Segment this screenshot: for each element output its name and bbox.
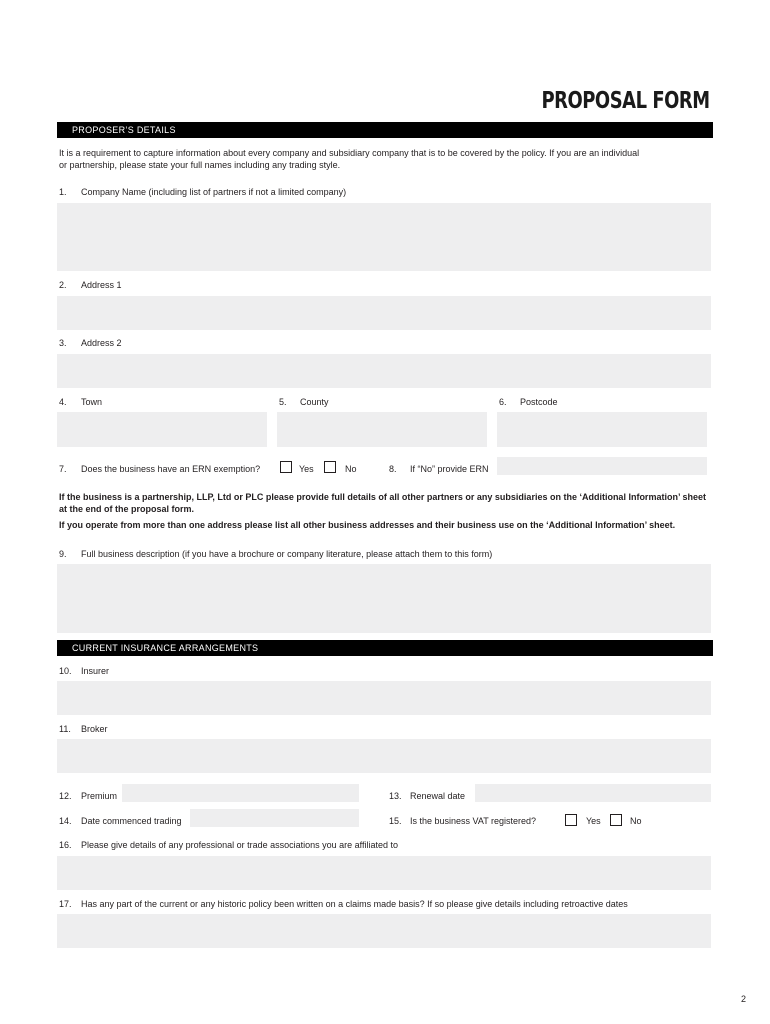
address-2-field[interactable] bbox=[57, 354, 711, 388]
broker-field[interactable] bbox=[57, 739, 711, 773]
insurer-field[interactable] bbox=[57, 681, 711, 715]
q15-number: 15. bbox=[389, 816, 402, 826]
q8-number: 8. bbox=[389, 464, 397, 474]
q17-label: Has any part of the current or any historic policy been written on a claims made basis? If so please give details including retroactive dates bbox=[81, 899, 628, 909]
q17-number: 17. bbox=[59, 899, 72, 909]
ern-yes-checkbox[interactable] bbox=[280, 461, 292, 473]
company-name-field[interactable] bbox=[57, 203, 711, 271]
q4-number: 4. bbox=[59, 397, 67, 407]
vat-no-label: No bbox=[630, 816, 642, 826]
q2-number: 2. bbox=[59, 280, 67, 290]
ern-no-label: No bbox=[345, 464, 357, 474]
address-1-field[interactable] bbox=[57, 296, 711, 330]
ern-yes-label: Yes bbox=[299, 464, 314, 474]
vat-yes-label: Yes bbox=[586, 816, 601, 826]
vat-yes-checkbox[interactable] bbox=[565, 814, 577, 826]
q9-label: Full business description (if you have a brochure or company literature, please attach them to this form) bbox=[81, 549, 493, 559]
q7-label: Does the business have an ERN exemption? bbox=[81, 464, 261, 474]
vat-no-checkbox[interactable] bbox=[610, 814, 622, 826]
q13-number: 13. bbox=[389, 791, 402, 801]
q5-label: County bbox=[300, 397, 329, 407]
q16-label: Please give details of any professional or trade associations you are affiliated to bbox=[81, 840, 399, 850]
q9-number: 9. bbox=[59, 549, 67, 559]
q3-label: Address 2 bbox=[81, 338, 122, 348]
trade-associations-field[interactable] bbox=[57, 856, 711, 890]
q11-label: Broker bbox=[81, 724, 108, 734]
q6-number: 6. bbox=[499, 397, 507, 407]
q12-number: 12. bbox=[59, 791, 72, 801]
q4-label: Town bbox=[81, 397, 103, 407]
q1-number: 1. bbox=[59, 187, 67, 197]
postcode-field[interactable] bbox=[497, 412, 707, 447]
q13-label: Renewal date bbox=[410, 791, 466, 801]
intro-line-1: It is a requirement to capture information about every company and subsidiary company that is to be covered by the policy. If you are an individual bbox=[59, 148, 640, 158]
q15-label: Is the business VAT registered? bbox=[410, 816, 537, 826]
q7-number: 7. bbox=[59, 464, 67, 474]
page-number: 2 bbox=[741, 994, 747, 1004]
ern-field[interactable] bbox=[497, 457, 707, 475]
q10-label: Insurer bbox=[81, 666, 110, 676]
q12-label: Premium bbox=[81, 791, 118, 801]
renewal-date-field[interactable] bbox=[475, 784, 711, 802]
q14-number: 14. bbox=[59, 816, 72, 826]
section-header-insurance: CURRENT INSURANCE ARRANGEMENTS bbox=[57, 640, 713, 656]
note-partnership-line-1: If the business is a partnership, LLP, Ltd or PLC please provide full details of all other partners or any subsidiaries on the ‘Additional Information’ sheet bbox=[59, 492, 706, 502]
intro-line-2: or partnership, please state your full names including any trading style. bbox=[59, 160, 341, 170]
q6-label: Postcode bbox=[520, 397, 558, 407]
section-header-proposer: PROPOSER’S DETAILS bbox=[57, 122, 713, 138]
county-field[interactable] bbox=[277, 412, 487, 447]
q16-number: 16. bbox=[59, 840, 72, 850]
ern-no-checkbox[interactable] bbox=[324, 461, 336, 473]
q5-number: 5. bbox=[279, 397, 287, 407]
q8-label: If “No” provide ERN bbox=[410, 464, 489, 474]
premium-field[interactable] bbox=[122, 784, 359, 802]
note-partnership-line-2: at the end of the proposal form. bbox=[59, 504, 195, 514]
q10-number: 10. bbox=[59, 666, 72, 676]
town-field[interactable] bbox=[57, 412, 267, 447]
q1-label: Company Name (including list of partners if not a limited company) bbox=[81, 187, 347, 197]
note-multiple-addresses: If you operate from more than one address please list all other business addresses and their business use on the ‘Additional Information’ sheet. bbox=[59, 520, 676, 530]
page-title: PROPOSAL FORM bbox=[541, 88, 710, 114]
q3-number: 3. bbox=[59, 338, 67, 348]
q2-label: Address 1 bbox=[81, 280, 122, 290]
claims-made-field[interactable] bbox=[57, 914, 711, 948]
business-description-field[interactable] bbox=[57, 564, 711, 633]
q14-label: Date commenced trading bbox=[81, 816, 182, 826]
date-commenced-field[interactable] bbox=[190, 809, 359, 827]
q11-number: 11. bbox=[59, 724, 71, 734]
